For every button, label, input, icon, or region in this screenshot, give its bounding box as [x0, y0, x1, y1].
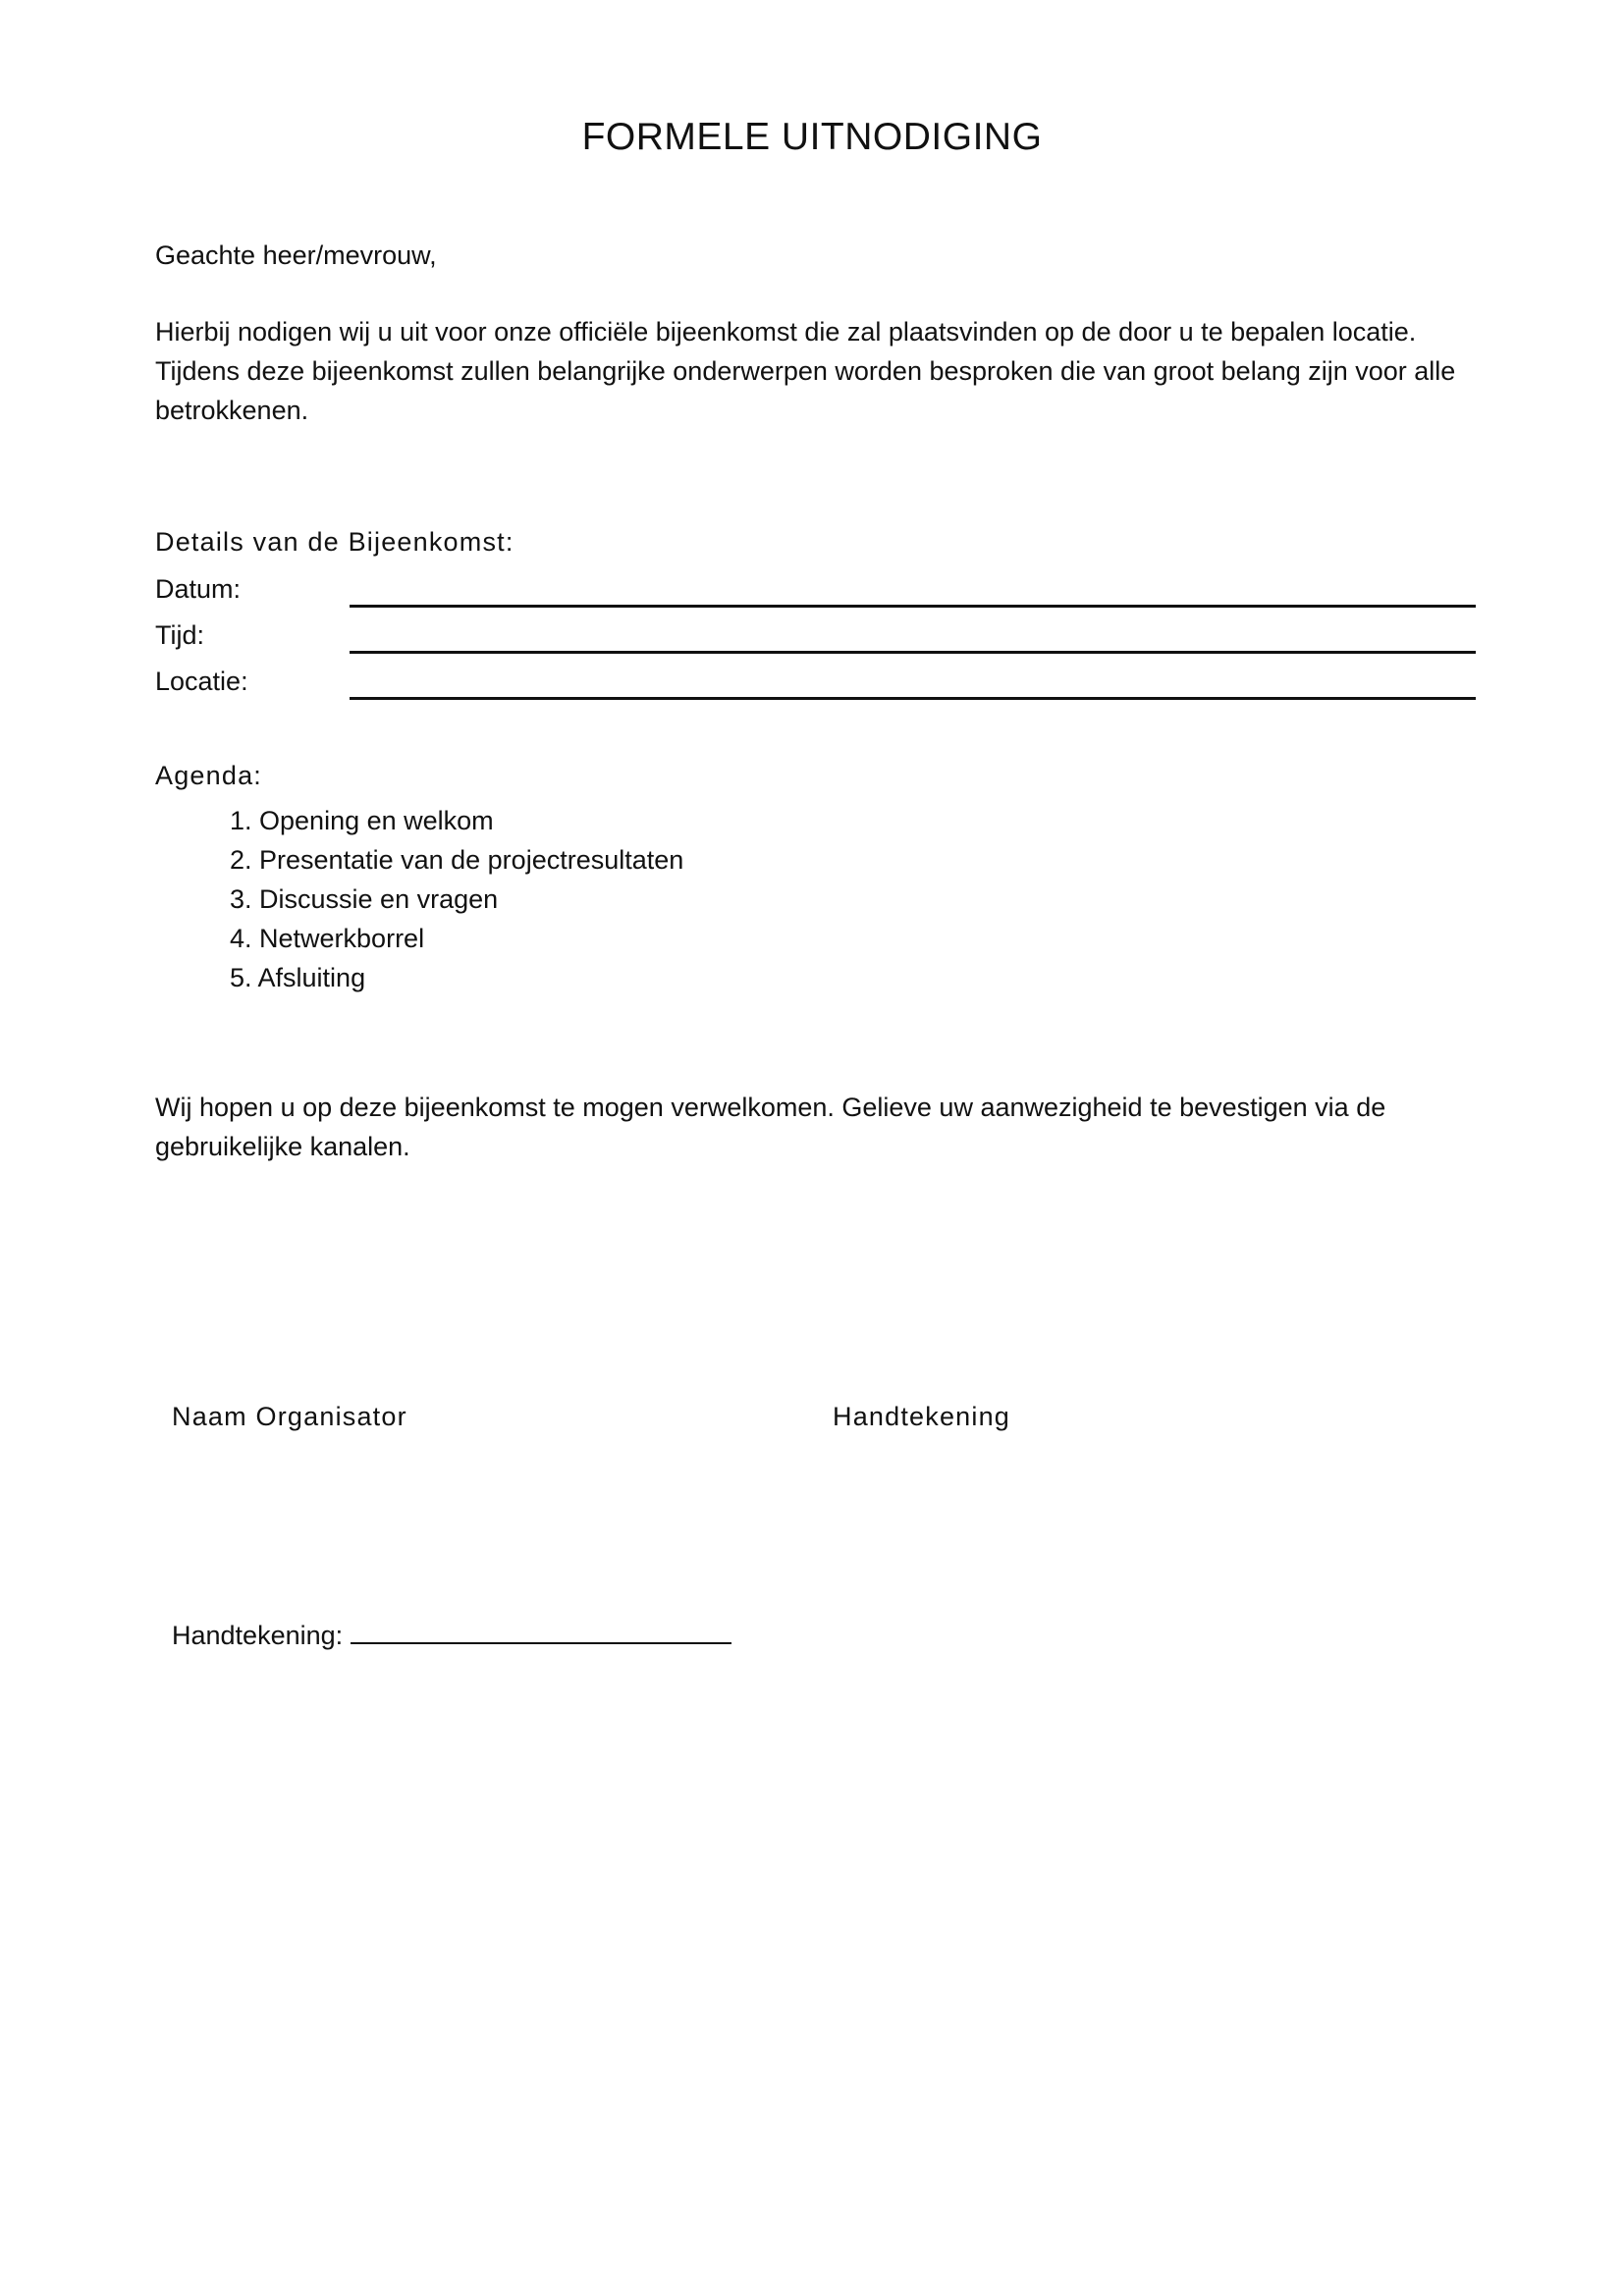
details-heading: Details van de Bijeenkomst:	[155, 527, 514, 557]
signature-fill-line[interactable]	[351, 1642, 731, 1644]
agenda-heading: Agenda:	[155, 761, 262, 790]
salutation: Geachte heer/mevrouw,	[155, 240, 437, 270]
field-row-locatie	[155, 662, 1476, 701]
field-label-tijd: Tijd:	[155, 620, 205, 650]
intro-paragraph: Hierbij nodigen wij u uit voor onze officiële bijeenkomst die zal plaatsvinden op de door u te bepalen locatie. Tijdens deze bijeenkomst zullen belangrijke onderwerpen worden besproken die van groot belang zijn voor alle betrokkenen.	[155, 317, 1456, 425]
field-row-tijd	[155, 615, 1476, 655]
organizer-name-label: Naam Organisator	[172, 1402, 407, 1431]
tijd-fill-line[interactable]	[350, 651, 1476, 654]
signature-line-row	[172, 1616, 731, 1655]
agenda-item: 3. Discussie en vragen	[230, 884, 499, 914]
closing-paragraph: Wij hopen u op deze bijeenkomst te mogen verwelkomen. Gelieve uw aanwezigheid te bevestigen via de gebruikelijke kanalen.	[155, 1093, 1386, 1161]
agenda-item: 2. Presentatie van de projectresultaten	[230, 845, 684, 875]
datum-fill-line[interactable]	[350, 605, 1476, 608]
field-label-datum: Datum:	[155, 574, 242, 604]
field-row-datum	[155, 569, 1476, 609]
signature-line-label: Handtekening:	[172, 1621, 344, 1650]
document-title: FORMELE UITNODIGING	[581, 116, 1043, 158]
signature-label: Handtekening	[833, 1402, 1011, 1431]
agenda-item: 4. Netwerkborrel	[230, 924, 425, 953]
agenda-item: 5. Afsluiting	[230, 963, 366, 992]
locatie-fill-line[interactable]	[350, 697, 1476, 700]
field-label-locatie: Locatie:	[155, 667, 248, 696]
agenda-item: 1. Opening en welkom	[230, 806, 494, 835]
agenda-list	[230, 801, 683, 997]
